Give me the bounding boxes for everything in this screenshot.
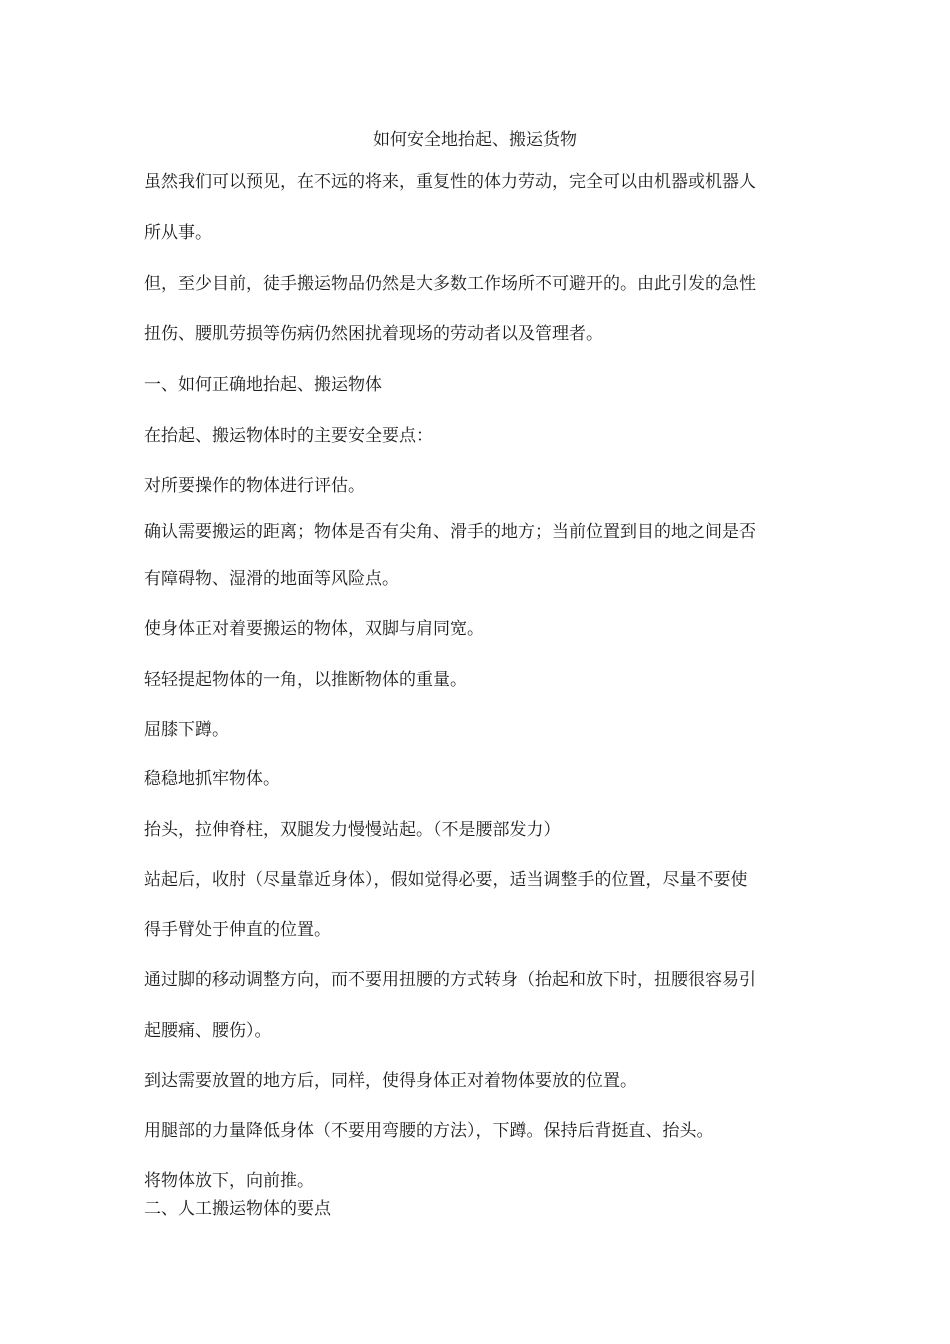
text-line: 将物体放下，向前推。 bbox=[144, 1171, 314, 1191]
text-line: 得手臂处于伸直的位置。 bbox=[144, 920, 331, 940]
text-line: 用腿部的力量降低身体（不要用弯腰的方法），下蹲。保持后背挺直、抬头。 bbox=[144, 1121, 714, 1141]
text-line: 对所要操作的物体进行评估。 bbox=[144, 476, 365, 496]
text-line: 通过脚的移动调整方向，而不要用扭腰的方式转身（抬起和放下时，扭腰很容易引 bbox=[144, 970, 756, 990]
text-line: 使身体正对着要搬运的物体，双脚与肩同宽。 bbox=[144, 619, 484, 639]
text-line: 扭伤、腰肌劳损等伤病仍然困扰着现场的劳动者以及管理者。 bbox=[144, 324, 603, 344]
text-line: 到达需要放置的地方后，同样，使得身体正对着物体要放的位置。 bbox=[144, 1071, 637, 1091]
text-line: 轻轻提起物体的一角，以推断物体的重量。 bbox=[144, 670, 467, 690]
document-title: 如何安全地抬起、搬运货物 bbox=[373, 130, 577, 150]
text-line: 起腰痛、腰伤）。 bbox=[144, 1021, 272, 1041]
text-line: 确认需要搬运的距离；物体是否有尖角、滑手的地方；当前位置到目的地之间是否 bbox=[144, 522, 756, 542]
text-line: 但，至少目前，徒手搬运物品仍然是大多数工作场所不可避开的。由此引发的急性 bbox=[144, 274, 756, 294]
text-line: 抬头，拉伸脊柱，双腿发力慢慢站起。（不是腰部发力） bbox=[144, 820, 561, 840]
text-line: 屈膝下蹲。 bbox=[144, 720, 229, 740]
text-line: 所从事。 bbox=[144, 223, 212, 243]
section-heading: 二、人工搬运物体的要点 bbox=[144, 1199, 331, 1219]
text-line: 虽然我们可以预见，在不远的将来，重复性的体力劳动，完全可以由机器或机器人 bbox=[144, 172, 756, 192]
section-heading: 一、如何正确地抬起、搬运物体 bbox=[144, 375, 382, 395]
text-line: 在抬起、搬运物体时的主要安全要点： bbox=[144, 426, 433, 446]
text-line: 有障碍物、湿滑的地面等风险点。 bbox=[144, 569, 399, 589]
text-line: 站起后，收肘（尽量靠近身体），假如觉得必要，适当调整手的位置，尽量不要使 bbox=[144, 870, 748, 890]
text-line: 稳稳地抓牢物体。 bbox=[144, 769, 280, 789]
